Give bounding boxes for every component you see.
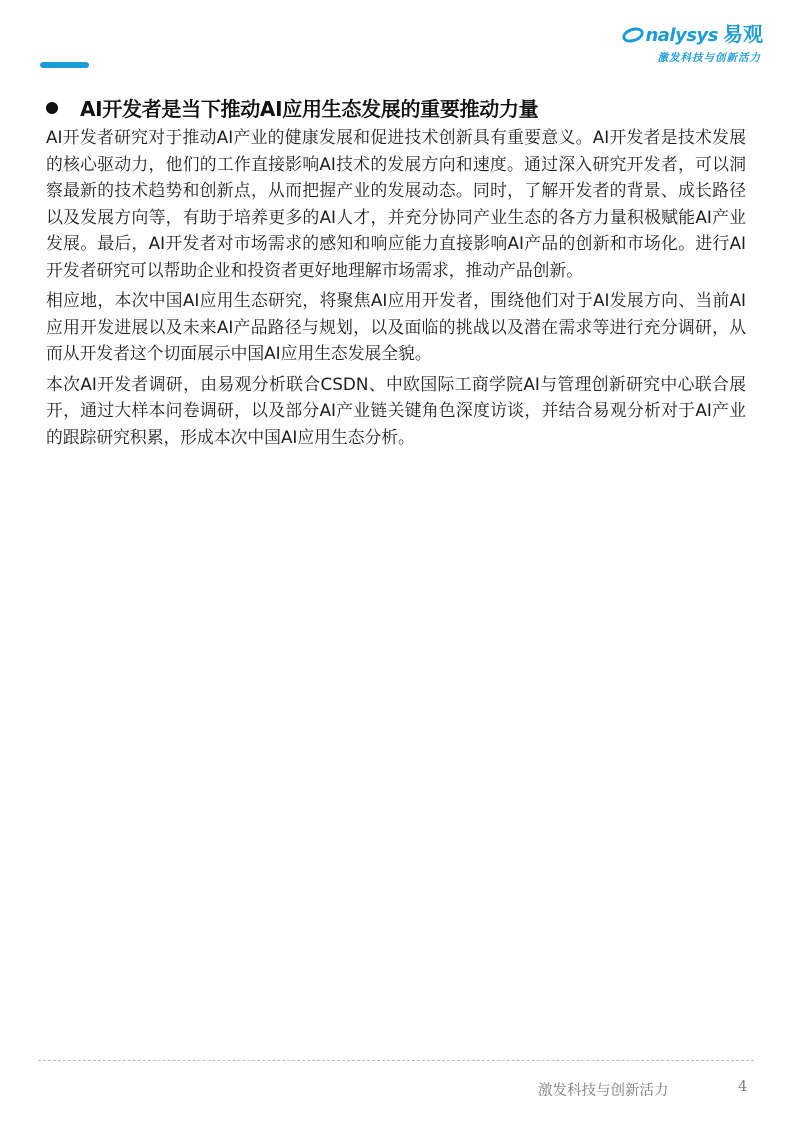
paragraph-3: 本次AI开发者调研，由易观分析联合CSDN、中欧国际工商学院AI与管理创新研究中心联合展开，通过大样本问卷调研，以及部分AI产业链关键角色深度访谈，并结合易观分析对于AI产业的跟踪研究积累，形成本次中国AI应用生态分析。 (46, 373, 746, 447)
footer-slogan: 激发科技与创新活力 (538, 1083, 669, 1099)
logo-mark (622, 18, 763, 47)
logo-word: nalysys (645, 25, 718, 46)
paragraph-1: AI开发者研究对于推动AI产业的健康发展和促进技术创新具有重要意义。AI开发者是技术发展的核心驱动力，他们的工作直接影响AI技术的发展方向和速度。通过深入研究开发者，可以洞察最新的技术趋势和创新点，从而把握产业的发展动态。同时，了解开发者的背景、成长路径以及发展方向等，有助于培养更多的AI人才，并充分协同产业生态的各方力量积极赋能AI产业发展。最后，AI开发者对市场需求的感知和响应能力直接影响AI产品的创新和市场化。进行AI开发者研究可以帮助企业和投资者更好地理解市场需求，推动产品创新。 (46, 127, 746, 280)
bullet-icon (46, 102, 58, 114)
paragraph-2: 相应地，本次中国AI应用生态研究，将聚焦AI应用开发者，围绕他们对于AI发展方向、当前AI应用开发进展以及未来AI产品路径与规划，以及面临的挑战以及潜在需求等进行充分调研，从而从开发者这个切面展示中国AI应用生态发展全貌。 (46, 290, 746, 363)
analysys-logo (611, 16, 771, 68)
section-heading (46, 93, 538, 122)
section-heading-text: AI开发者是当下推动AI应用生态发展的重要推动力量 (80, 97, 539, 121)
logo-chinese-name: 易观 (723, 22, 763, 46)
section-body (46, 124, 746, 454)
logo-ring-icon (621, 25, 646, 45)
header-accent-bar (40, 62, 89, 68)
page-number: 4 (738, 1079, 748, 1095)
footer-divider (38, 1060, 754, 1061)
logo-slogan: 激发科技与创新活力 (657, 52, 761, 64)
